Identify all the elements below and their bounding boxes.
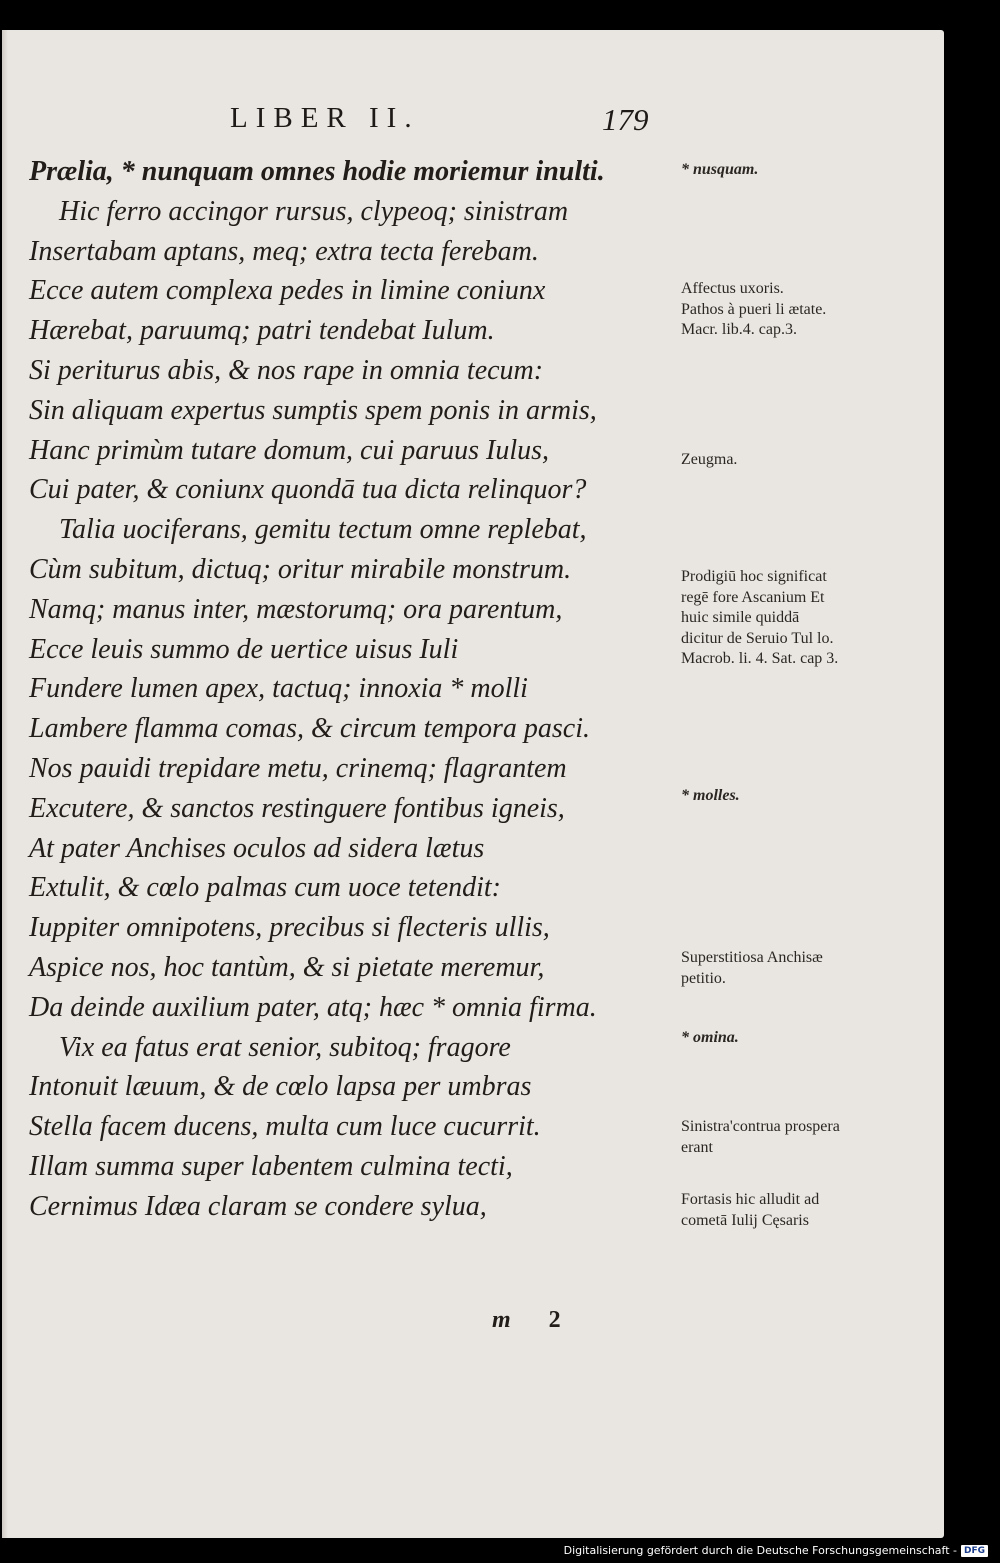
credit-text: Digitalisierung gefördert durch die Deutsche Forschungsgemeinschaft - <box>563 1544 957 1557</box>
verse-line: Si periturus abis, & nos rape in omnia tecum: <box>29 354 544 386</box>
margin-note: Affectus uxoris. Pathos à pueri li ætate. Macr. lib.4. cap.3. <box>681 280 827 338</box>
verse-line: Da deinde auxilium pater, atq; hæc * omnia firma. <box>29 991 597 1023</box>
verse-line: Aspice nos, hoc tantùm, & si pietate meremur, <box>29 951 545 983</box>
signature-number: 2 <box>548 1307 561 1333</box>
verse-line: Extulit, & cœlo palmas cum uoce tetendit: <box>29 872 502 904</box>
margin-note: * molles. <box>681 787 740 804</box>
running-head <box>2 102 944 152</box>
verse-line: Fundere lumen apex, tactuq; innoxia * molli <box>29 673 528 705</box>
verse-line: Hic ferro accingor rursus, clypeoq; sinistram <box>59 195 569 227</box>
verse-line: Intonuit læuum, & de cœlo lapsa per umbras <box>29 1071 532 1103</box>
page-edge <box>2 30 8 1538</box>
verse-line: Iuppiter omnipotens, precibus si flecteris ullis, <box>29 912 550 944</box>
page-number: 179 <box>602 102 649 137</box>
verse-line: Insertabam aptans, meq; extra tecta ferebam. <box>29 235 539 267</box>
margin-note: Prodigiū hoc significat regē fore Ascanium Et huic simile quiddā dicitur de Seruio Tul lo. Macrob. li. 4. Sat. cap 3. <box>681 568 839 667</box>
verse-block <box>29 152 669 1227</box>
verse-line: Nos pauidi trepidare metu, crinemq; flagrantem <box>29 752 567 784</box>
margin-note: * nusquam. <box>681 161 759 178</box>
verse-line: Ecce autem complexa pedes in limine coniunx <box>29 275 546 307</box>
verse-line: At pater Anchises oculos ad sidera lætus <box>29 832 485 864</box>
verse-line: Talia uociferans, gemitu tectum omne replebat, <box>59 514 587 546</box>
verse-line: Excutere, & sanctos restinguere fontibus igneis, <box>29 792 565 824</box>
verse-line: Illam summa super labentem culmina tecti, <box>29 1150 513 1182</box>
verse-line: Cernimus Idæa claram se condere sylua, <box>29 1190 487 1222</box>
margin-note: Fortasis hic alludit ad cometā Iulij Cęsaris <box>681 1191 820 1229</box>
margin-note: Superstitiosa Anchisæ petitio. <box>681 949 823 987</box>
verse-line: Stella facem ducens, multa cum luce cucurrit. <box>29 1111 541 1143</box>
verse-line: Ecce leuis summo de uertice uisus Iuli <box>29 633 459 665</box>
verse-line: Lambere flamma comas, & circum tempora pasci. <box>29 713 590 745</box>
verse-line: Sin aliquam expertus sumptis spem ponis in armis, <box>29 394 597 426</box>
verse-line: Cùm subitum, dictuq; oritur mirabile monstrum. <box>29 553 572 585</box>
signature-mark <box>492 1307 561 1334</box>
verse-line: Hærebat, paruumq; patri tendebat Iulum. <box>29 315 495 347</box>
dfg-logo: DFG <box>961 1545 988 1557</box>
signature-letter: m <box>492 1307 511 1333</box>
digitization-credit <box>564 1544 988 1557</box>
book-page <box>2 30 944 1538</box>
verse-line: Vix ea fatus erat senior, subitoq; fragore <box>59 1031 511 1063</box>
verse-line: Cui pater, & coniunx quondā tua dicta relinquor? <box>29 474 587 506</box>
verse-line: Namq; manus inter, mæstorumq; ora parentum, <box>29 593 563 625</box>
verse-line: Hanc primùm tutare domum, cui paruus Iulus, <box>29 434 550 466</box>
running-title: LIBER II. <box>230 102 420 134</box>
margin-note: Zeugma. <box>681 451 738 468</box>
verse-line: Prælia, * nunquam omnes hodie moriemur inulti. <box>29 156 605 187</box>
margin-note: Sinistra'contrua prospera erant <box>681 1118 840 1156</box>
margin-note: * omina. <box>681 1029 739 1046</box>
